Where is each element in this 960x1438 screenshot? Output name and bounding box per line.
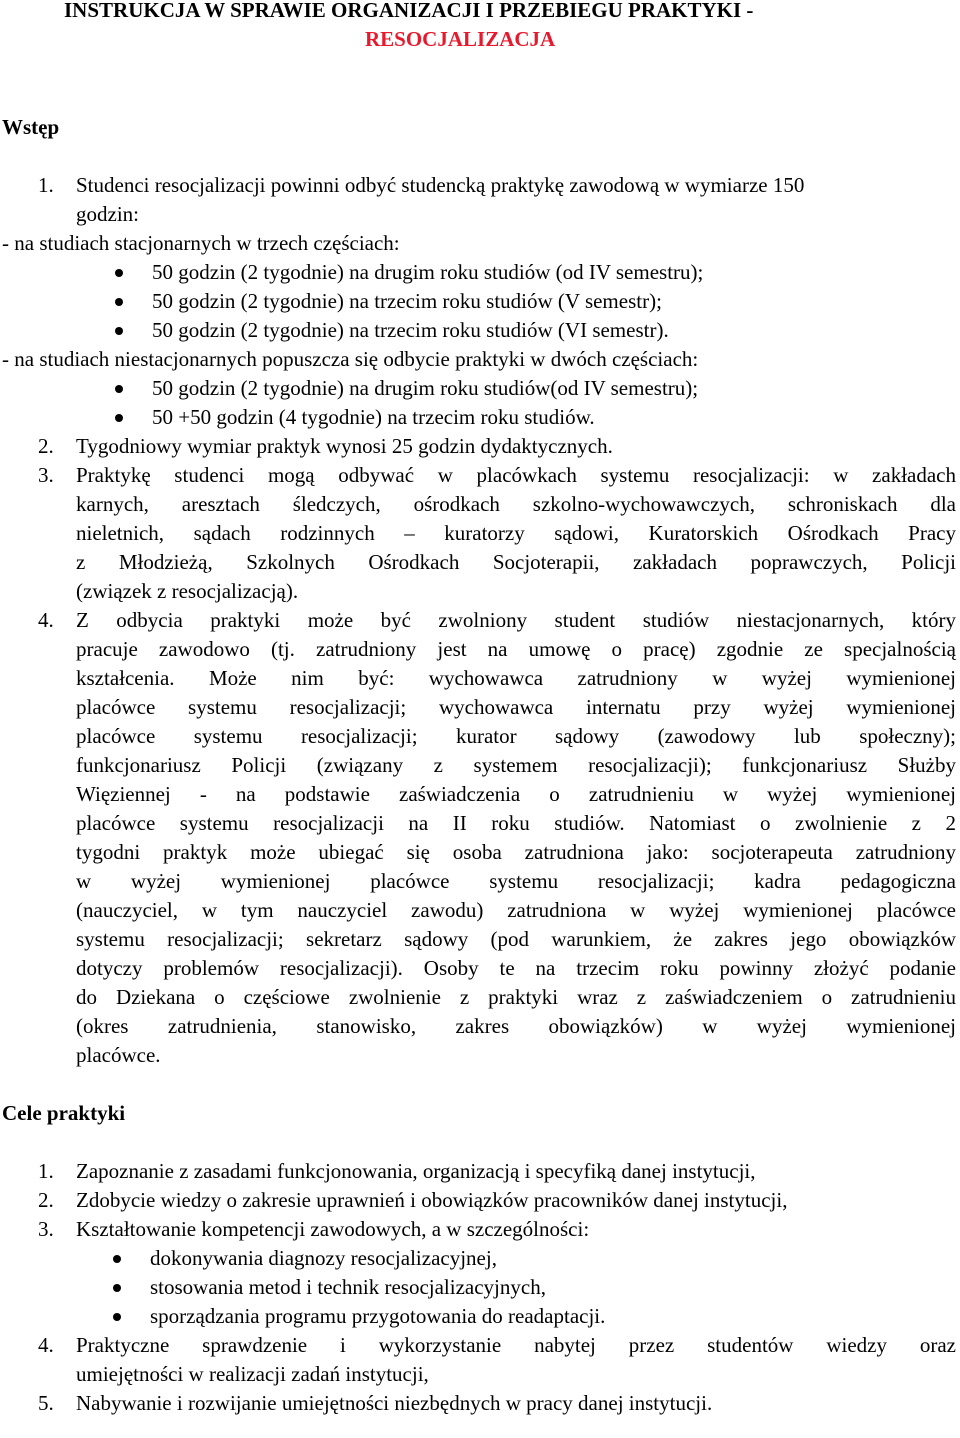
goal-number-2: 2.	[38, 1188, 54, 1212]
niestacjonarne-heading: - na studiach niestacjonarnych popuszcza się odbycie praktyki w dwóch częściach:	[2, 347, 699, 371]
goal-3-item: stosowania metod i technik resocjalizacyjnych,	[150, 1275, 546, 1299]
paragraph-4-line: placówce systemu resocjalizacji; kurator sądowy (zawodowy lub społeczny);	[76, 724, 956, 748]
goal-3-item: dokonywania diagnozy resocjalizacyjnej,	[150, 1246, 497, 1270]
niestacjonarne-item: 50 godzin (2 tygodnie) na drugim roku studiów(od IV semestru);	[152, 376, 699, 400]
paragraph-1-line-2: godzin:	[76, 202, 139, 226]
paragraph-4-line: placówce systemu resocjalizacji na II roku studiów. Natomiast o zwolnienie z 2	[76, 811, 956, 835]
goal-number-5: 5.	[38, 1391, 54, 1415]
bullet-icon	[113, 1313, 121, 1321]
paragraph-4-line: placówce.	[76, 1043, 161, 1067]
goal-3-item: sporządzania programu przygotowania do readaptacji.	[150, 1304, 606, 1328]
bullet-icon	[113, 1284, 121, 1292]
paragraph-3-line: z Młodzieżą, Szkolnych Ośrodkach Socjoterapii, zakładach poprawczych, Policji	[76, 550, 956, 574]
stacjonarne-heading: - na studiach stacjonarnych w trzech częściach:	[2, 231, 400, 255]
paragraph-2: Tygodniowy wymiar praktyk wynosi 25 godzin dydaktycznych.	[76, 434, 613, 458]
bullet-icon	[115, 298, 123, 306]
bullet-icon	[115, 327, 123, 335]
paragraph-3-line: (związek z resocjalizacją).	[76, 579, 299, 603]
paragraph-4-line: systemu resocjalizacji; sekretarz sądowy (pod warunkiem, że zakres jego obowiązków	[76, 927, 956, 951]
goal-4-line: umiejętności w realizacji zadań instytucji,	[76, 1362, 429, 1386]
goal-number-1: 1.	[38, 1159, 54, 1183]
paragraph-4-line: tygodni praktyk może ubiegać się osoba zatrudniona jako: socjoterapeuta zatrudniony	[76, 840, 956, 864]
paragraph-3-line: Praktykę studenci mogą odbywać w placówkach systemu resocjalizacji: w zakładach	[76, 463, 956, 487]
paragraph-4-line: funkcjonariusz Policji (związany z systemem resocjalizacji); funkcjonariusz Służby	[76, 753, 956, 777]
paragraph-4-line: do Dziekana o częściowe zwolnienie z praktyki wraz z zaświadczeniem o zatrudnieniu	[76, 985, 956, 1009]
paragraph-3-line: nieletnich, sądach rodzinnych – kuratorzy sądowi, Kuratorskich Ośrodkach Pracy	[76, 521, 956, 545]
goal-3: Kształtowanie kompetencji zawodowych, a w szczególności:	[76, 1217, 590, 1241]
paragraph-4-line: Więziennej - na podstawie zaświadczenia o zatrudnieniu w wyżej wymienionej	[76, 782, 956, 806]
document-title-line-2: RESOCJALIZACJA	[365, 27, 556, 51]
paragraph-4-line: (okres zatrudnienia, stanowisko, zakres obowiązków) w wyżej wymienionej	[76, 1014, 956, 1038]
stacjonarne-item: 50 godzin (2 tygodnie) na drugim roku studiów (od IV semestru);	[152, 260, 704, 284]
bullet-icon	[115, 385, 123, 393]
paragraph-4-line: (nauczyciel, w tym nauczyciel zawodu) zatrudniona w wyżej wymienionej placówce	[76, 898, 956, 922]
paragraph-4-line: dotyczy problemów resocjalizacji). Osoby te na trzecim roku powinny złożyć podanie	[76, 956, 956, 980]
paragraph-4-line: Z odbycia praktyki może być zwolniony student studiów niestacjonarnych, który	[76, 608, 956, 632]
section-heading-intro: Wstęp	[2, 115, 60, 139]
bullet-icon	[115, 269, 123, 277]
stacjonarne-item: 50 godzin (2 tygodnie) na trzecim roku studiów (VI semestr).	[152, 318, 669, 342]
niestacjonarne-item: 50 +50 godzin (4 tygodnie) na trzecim roku studiów.	[152, 405, 595, 429]
item-number-2: 2.	[38, 434, 54, 458]
paragraph-1-line-1: Studenci resocjalizacji powinni odbyć studencką praktykę zawodową w wymiarze 150	[76, 173, 805, 197]
item-number-1: 1.	[38, 173, 54, 197]
goal-number-4: 4.	[38, 1333, 54, 1357]
item-number-3: 3.	[38, 463, 54, 487]
bullet-icon	[115, 414, 123, 422]
section-heading-goals: Cele praktyki	[2, 1101, 126, 1125]
paragraph-4-line: pracuje zawodowo (tj. zatrudniony jest na umowę o pracę) zgodnie ze specjalnością	[76, 637, 956, 661]
item-number-4: 4.	[38, 608, 54, 632]
goal-5: Nabywanie i rozwijanie umiejętności niezbędnych w pracy danej instytucji.	[76, 1391, 713, 1415]
paragraph-4-line: w wyżej wymienionej placówce systemu resocjalizacji; kadra pedagogiczna	[76, 869, 956, 893]
document-title-line-1: INSTRUKCJA W SPRAWIE ORGANIZACJI I PRZEBIEGU PRAKTYKI -	[64, 0, 754, 22]
paragraph-4-line: kształcenia. Może nim być: wychowawca zatrudniony w wyżej wymienionej	[76, 666, 956, 690]
goal-4-line: Praktyczne sprawdzenie i wykorzystanie nabytej przez studentów wiedzy oraz	[76, 1333, 956, 1357]
bullet-icon	[113, 1255, 121, 1263]
paragraph-3-line: karnych, aresztach śledczych, ośrodkach szkolno-wychowawczych, schroniskach dla	[76, 492, 956, 516]
goal-number-3: 3.	[38, 1217, 54, 1241]
goal-1: Zapoznanie z zasadami funkcjonowania, organizacją i specyfiką danej instytucji,	[76, 1159, 756, 1183]
stacjonarne-item: 50 godzin (2 tygodnie) na trzecim roku studiów (V semestr);	[152, 289, 662, 313]
goal-2: Zdobycie wiedzy o zakresie uprawnień i obowiązków pracowników danej instytucji,	[76, 1188, 788, 1212]
paragraph-4-line: placówce systemu resocjalizacji; wychowawca internatu przy wyżej wymienionej	[76, 695, 956, 719]
